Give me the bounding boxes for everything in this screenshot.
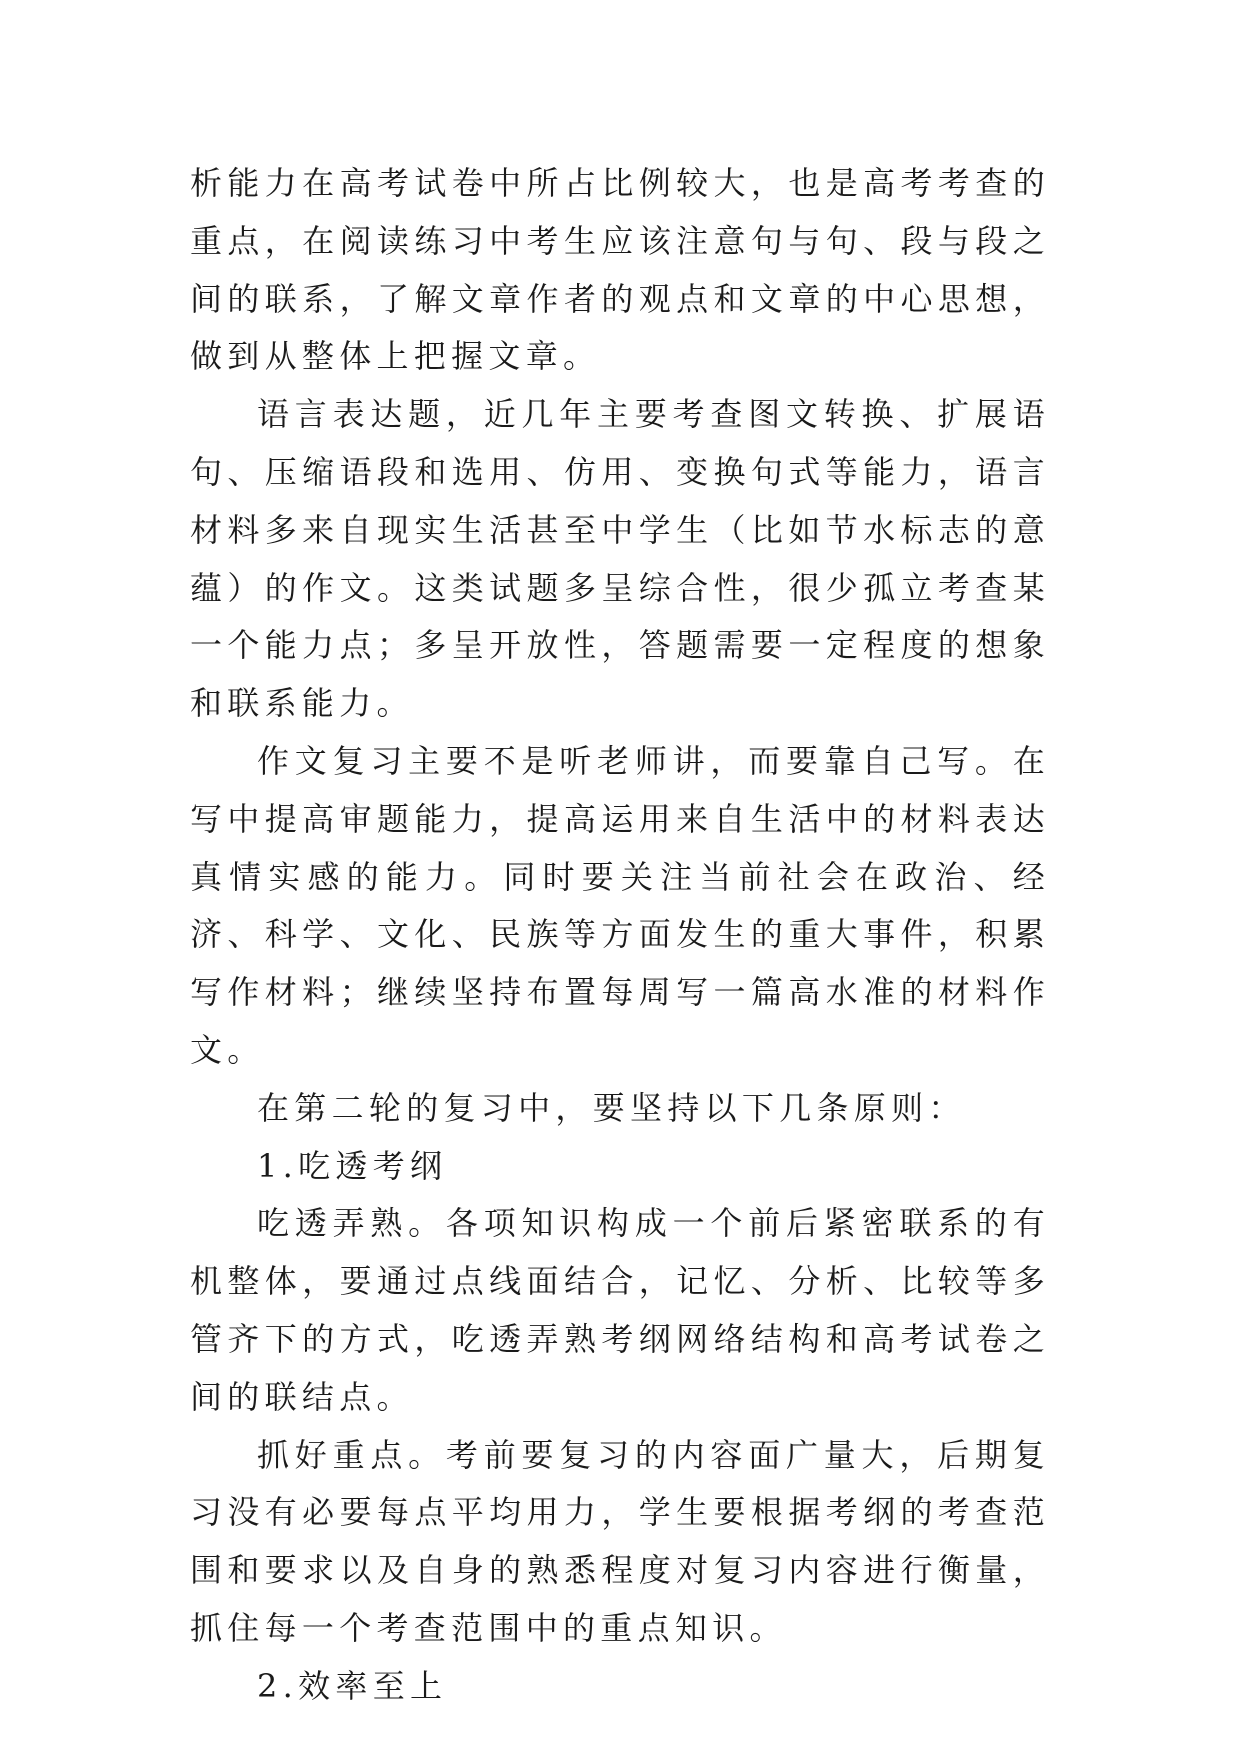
paragraph-master-thoroughly: 吃透弄熟。各项知识构成一个前后紧密联系的有机整体，要通过点线面结合，记忆、分析、比较等多管齐下的方式，吃透弄熟考纲网络结构和高考试卷之间的联结点。 — [190, 1204, 1050, 1416]
document-body — [190, 155, 1050, 1716]
paragraph-language-expression: 语言表达题，近几年主要考查图文转换、扩展语句、压缩语段和选用、仿用、变换句式等能力，语言材料多来自现实生活甚至中学生（比如节水标志的意蕴）的作文。这类试题多呈综合性，很少孤立考查某一个能力点；多呈开放性，答题需要一定程度的想象和联系能力。 — [190, 395, 1050, 723]
heading-principle-1: 1.吃透考纲 — [257, 1146, 448, 1185]
heading-principle-2: 2.效率至上 — [257, 1666, 448, 1705]
paragraph-second-round-principles: 在第二轮的复习中，要坚持以下几条原则： — [257, 1088, 966, 1127]
paragraph-focus-key-points: 抓好重点。考前要复习的内容面广量大，后期复习没有必要每点平均用力，学生要根据考纲的考查范围和要求以及自身的熟悉程度对复习内容进行衡量，抓住每一个考查范围中的重点知识。 — [190, 1435, 1050, 1647]
paragraph-reading-analysis: 析能力在高考试卷中所占比例较大，也是高考考查的重点，在阅读练习中考生应该注意句与句、段与段之间的联系，了解文章作者的观点和文章的中心思想，做到从整体上把握文章。 — [190, 164, 1050, 376]
paragraph-composition-review: 作文复习主要不是听老师讲，而要靠自己写。在写中提高审题能力，提高运用来自生活中的材料表达真情实感的能力。同时要关注当前社会在政治、经济、科学、文化、民族等方面发生的重大事件，积累写作材料；继续坚持布置每周写一篇高水准的材料作文。 — [190, 741, 1050, 1069]
